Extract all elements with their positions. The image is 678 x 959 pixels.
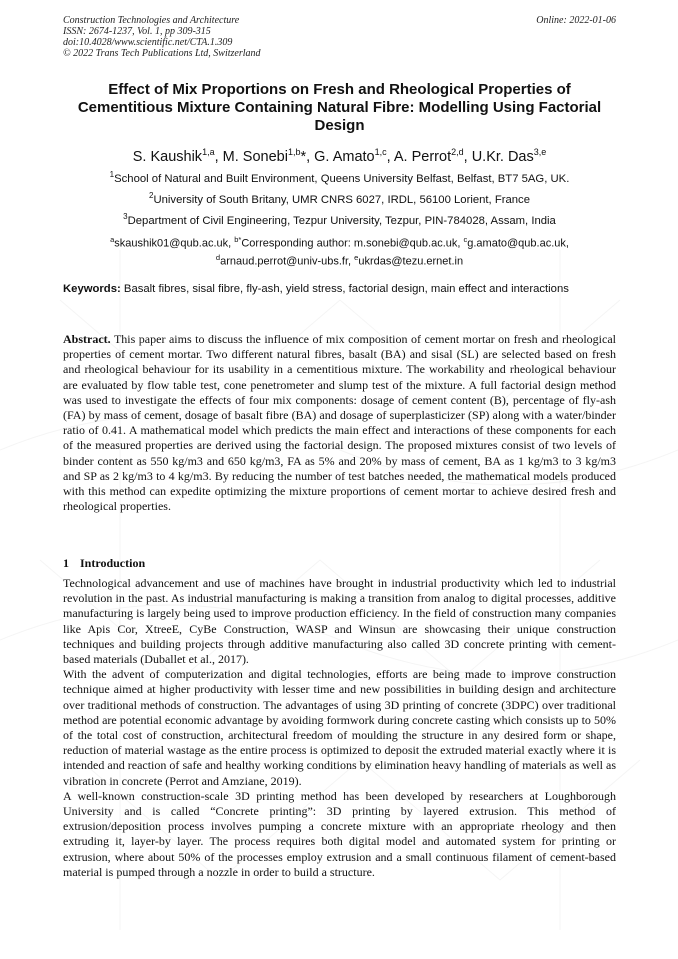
email-link[interactable]: arnaud.perrot@univ-ubs.fr, [220, 255, 352, 268]
keywords-label: Keywords: [63, 283, 121, 295]
issn-line: ISSN: 2674-1237, Vol. 1, pp 309-315 [63, 26, 211, 37]
email-block: $^a$skaushik01@qub.ac.uk, $^{b*}$Corresponding author: m.sonebi@qub.ac.uk, $^c$g.amato@qub.ac.uk, $^d$arnaud.perrot@univ-ubs.fr, $^e$ukrdas@tezu.ernet.in [110, 235, 569, 268]
author-list [63, 144, 616, 166]
email-link[interactable]: g.amato@qub.ac.uk, [467, 237, 569, 250]
paragraph: A well-known construction-scale 3D printing method has been developed by researchers at Loughborough University and is called “Concrete printing”: 3D printing by layered extrusion. This method of extrusion/deposition process involves pumping a concrete mixture with an appropriate rheology and then extruding it, layer-by layer. The process requires both digital model and automated system for printing or extrusion, where about 50% of the processes employ extrusion and a small continuous filament of cement-based material is pumped through a nozzle in order to build a structure. [63, 788, 616, 879]
author: A. Perrot$^{2,d}$, [393, 147, 472, 165]
email-link[interactable]: skaushik01@qub.ac.uk, [114, 237, 232, 250]
doi-line: doi:10.4028/www.scientific.net/CTA.1.309 [63, 37, 233, 48]
email-link[interactable]: Corresponding author: m.sonebi@qub.ac.uk, [241, 237, 461, 250]
author: U.Kr. Das$^{3,e}$ [471, 147, 547, 165]
section-title: Introduction [80, 556, 146, 570]
author: M. Sonebi$^{1,b}$*, [222, 147, 315, 165]
journal-name: Construction Technologies and Architecture [63, 15, 240, 26]
abstract-text: This paper aims to discuss the influence of mix composition of cement mortar on fresh and rheological properties of cement mortar. Two different natural fibres, basalt (BA) and sisal (SL) are selected based on fresh and rheological behaviour for its usability in a cementitious mixture. The workability and rheological behaviour are evaluated by flow table test, cone penetrometer and slump test of the mixture. A full factorial design method was used to investigate the effects of four mix components: dosage of cement content (B), percentage of fly-ash (FA) by mass of cement, dosage of basalt fibre (BA) and dosage of superplasticizer (SP) along with a water/binder ratio of 0.41. A mathematical model which predicts the main effect and interactions of these components for each of the measured properties are derived using the factorial design. The proposed mixtures consist of two levels of binder content as 550 kg/m3 and 650 kg/m3, FA as 5% and 20% by mass of cement, BA as 1 kg/m3 to 3 kg/m3 and SP as 2 kg/m3 to 4 kg/m3. By reducing the number of test batches needed, the mathematical models produced with this method can expedite optimizing the mixture proportions of cement mortar to achieve desired fresh and rheological properties. [63, 332, 616, 514]
copyright-line: © 2022 Trans Tech Publications Ltd, Switzerland [63, 48, 261, 59]
author: G. Amato$^{1,c}$, [314, 147, 394, 165]
journal-header [63, 15, 616, 59]
affiliation: $^1$School of Natural and Built Environment, Queens University Belfast, Belfast, BT7 5AG, UK. [109, 170, 570, 185]
keywords-text: Basalt fibres, sisal fibre, fly-ash, yield stress, factorial design, main effect and interactions [123, 283, 569, 295]
abstract [63, 332, 616, 514]
keywords [63, 283, 616, 296]
author: S. Kaushik$^{1,a}$, [132, 147, 223, 165]
paragraph: Technological advancement and use of machines have brought in industrial productivity which led to industrial revolution in the past. As industrial manufacturing is making a transition from analog to digital processes, additive manufacturing is largely being used to improve production efficiency. In the field of construction many companies like Apis Cor, XtreeE, CyBe Construction, WASP and Winsun are showcasing their unique construction techniques and building projects through additive manufacturing also called 3D concrete printing with cement-based materials (Duballet et al., 2017). [63, 576, 616, 667]
email-link[interactable]: ukrdas@tezu.ernet.in [358, 255, 464, 268]
affiliation: $^2$University of South Britany, UMR CNRS 6027, IRDL, 56100 Lorient, France [149, 191, 530, 206]
abstract-label: Abstract. [63, 332, 111, 346]
body-text [63, 576, 616, 880]
paragraph: With the advent of computerization and digital technologies, efforts are being made to improve construction technique aimed at higher productivity with lesser time and new possibilities in building design and architecture over traditional methods of construction. The advantages of using 3D printing of concrete (3DPC) over traditional method are potential economic advantage by avoiding formwork during concrete casting which consists up to 50% of the total cost of construction, architectural freedom of moulding the structure in any desired form or shape, reduction of material wastage as the entire process is optimized to deposit the extruded material exactly where it is intended and reaction of safe and healthy working conditions by elimination heavy handling of materials as well as vibration in concrete (Perrot and Amziane, 2019). [63, 667, 616, 788]
online-date: Online: 2022-01-06 [536, 15, 616, 26]
section-number: 1 [63, 556, 69, 570]
section-heading [63, 556, 145, 571]
paper-title: Effect of Mix Proportions on Fresh and Rheological Properties of Cementitious Mixture Containing Natural Fibre: Modelling Using Factorial Design [77, 81, 602, 134]
affiliation: $^3$Department of Civil Engineering, Tezpur University, Tezpur, PIN-784028, Assam, India [123, 212, 556, 227]
